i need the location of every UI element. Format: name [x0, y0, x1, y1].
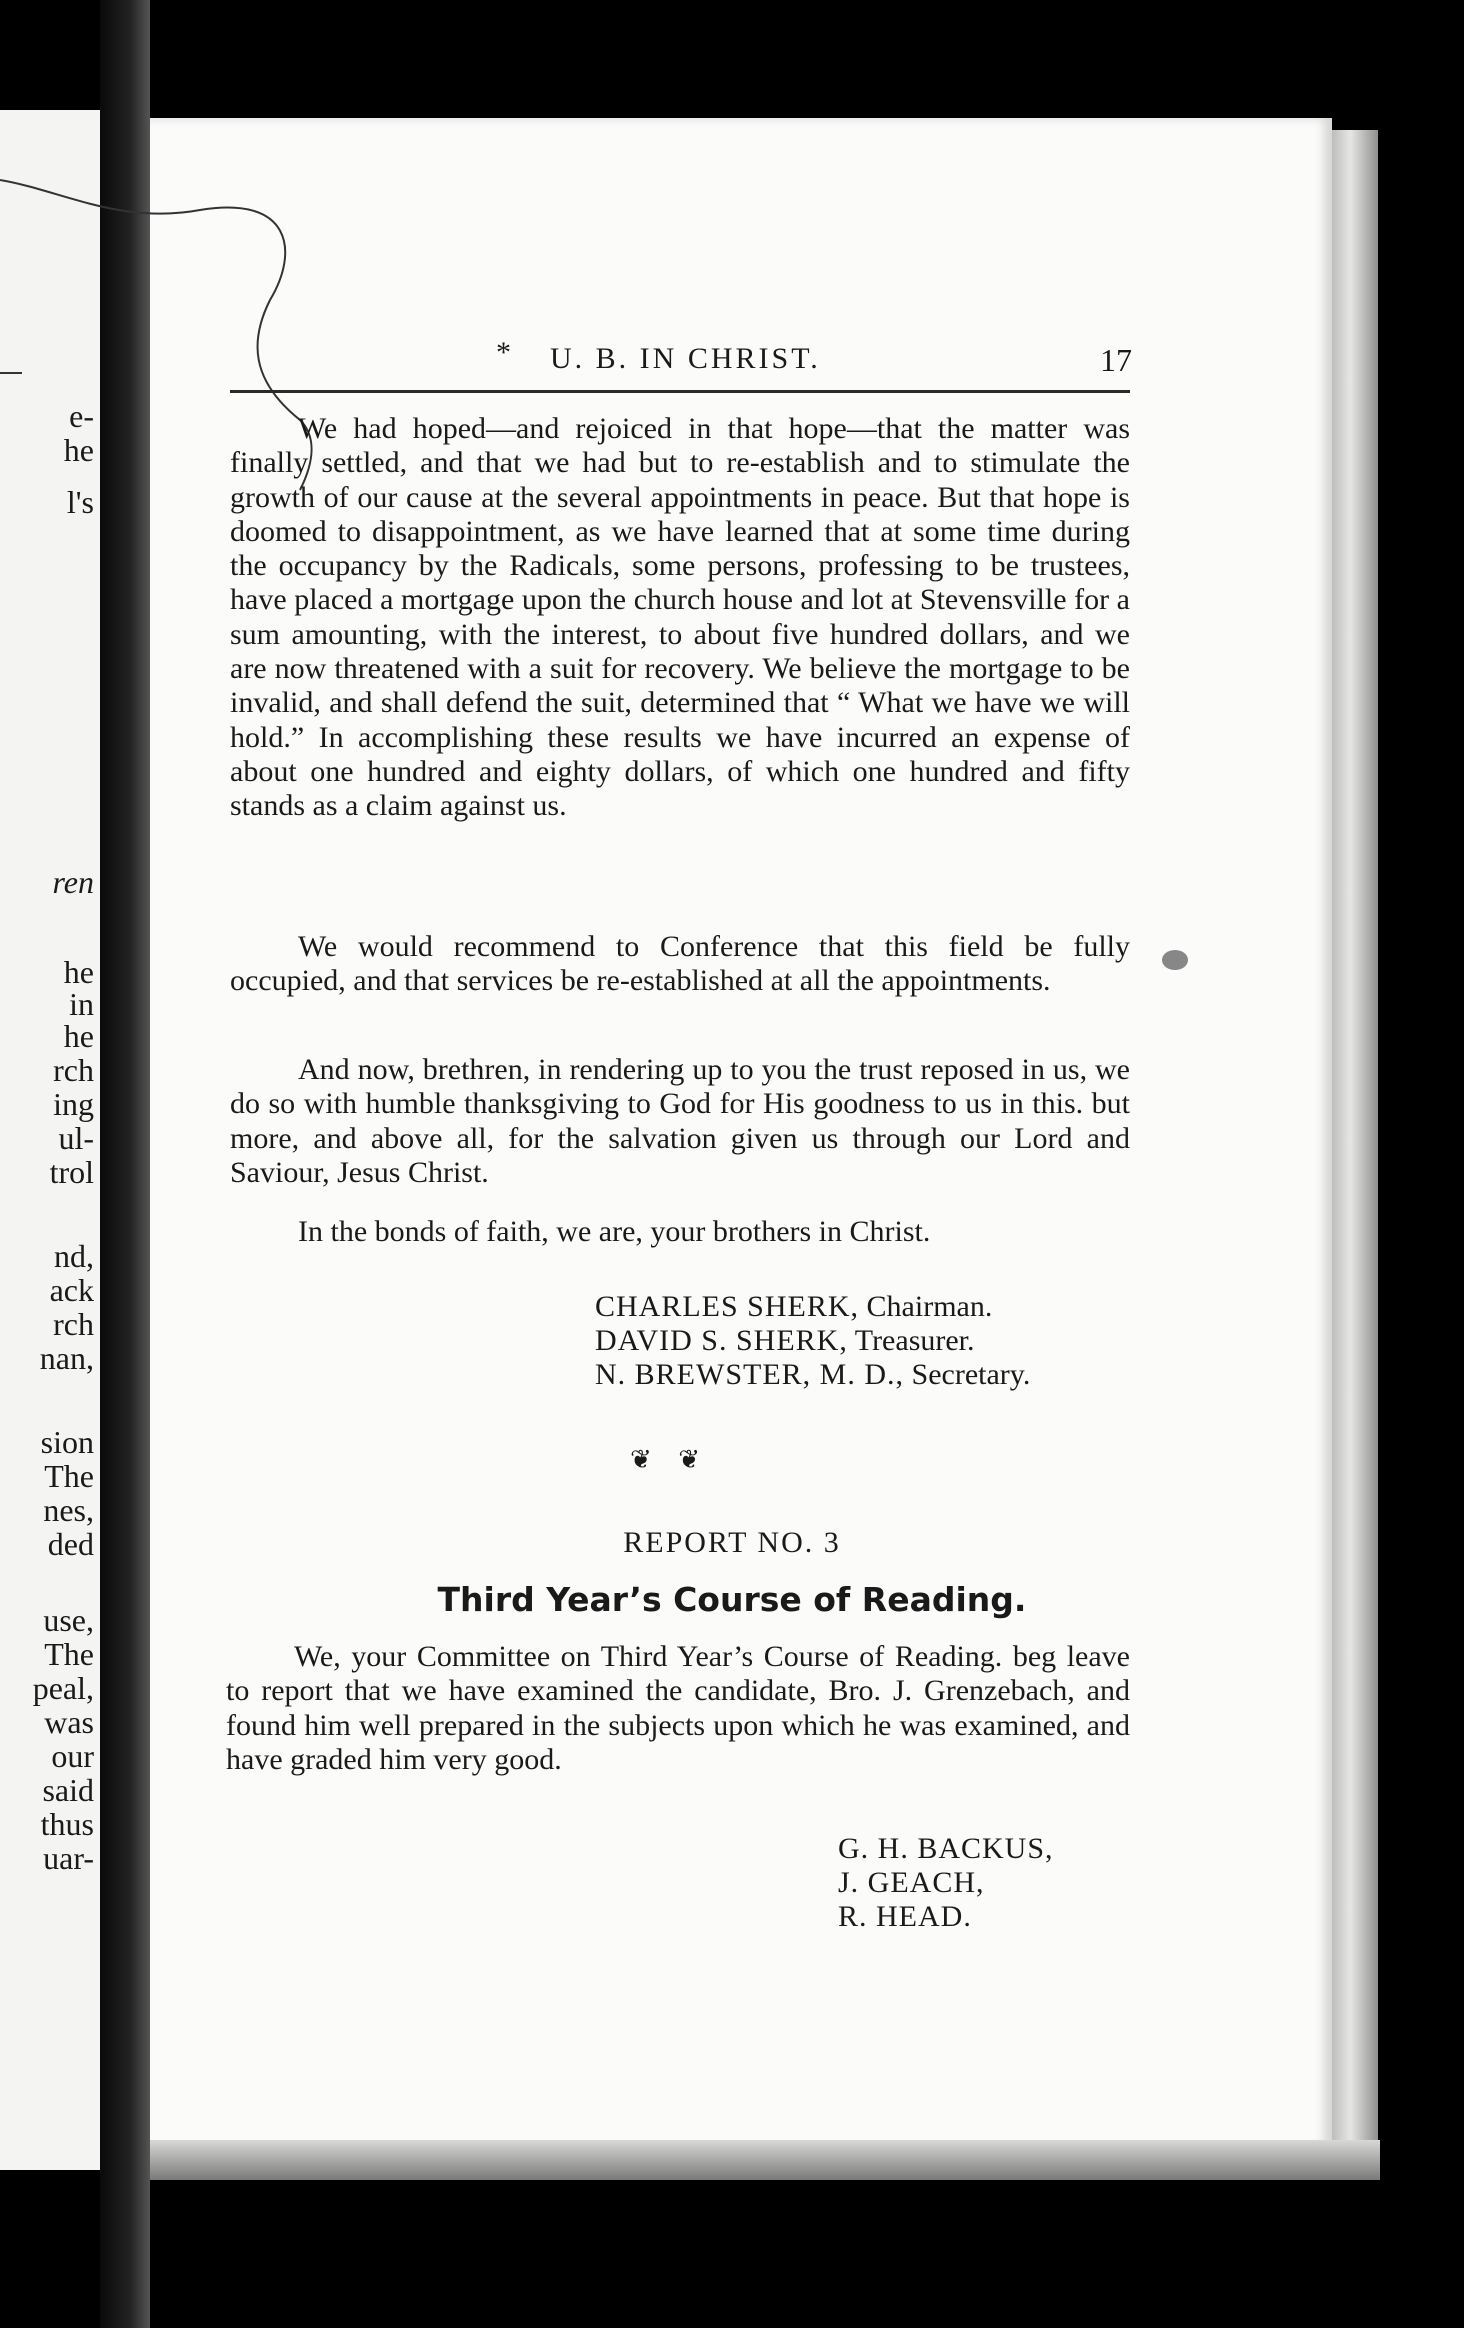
report-title: Third Year’s Course of Reading.: [437, 1580, 1027, 1619]
running-head-title: U. B. IN CHRIST.: [550, 342, 821, 375]
signatory: DAVID S. SHERK, Treasurer.: [595, 1324, 975, 1357]
left-fragment: l's: [66, 484, 94, 520]
left-fragment: rch: [53, 1052, 94, 1088]
left-fragment: nd,: [54, 1238, 94, 1274]
left-fragment: The: [44, 1636, 94, 1672]
signatory: CHARLES SHERK, Chairman.: [595, 1290, 993, 1323]
paragraph: And now, brethren, in rendering up to you the trust reposed in us, we do so with humble thanksgiving to God for His goodness to us in this. but more, and above all, for the salvation given us through our Lord and Saviour, Jesus Christ.: [230, 1053, 1130, 1189]
left-fragment: was: [44, 1704, 94, 1740]
signatory: J. GEACH,: [838, 1866, 985, 1899]
page-number: 17: [1100, 342, 1132, 378]
left-fragment: thus: [40, 1806, 94, 1842]
left-fragment: uar-: [43, 1840, 94, 1876]
signatory: G. H. BACKUS,: [838, 1832, 1054, 1865]
left-fragment: ack: [49, 1272, 94, 1308]
left-fragment: ing: [53, 1086, 94, 1122]
left-fragment: he: [63, 1018, 94, 1054]
left-fragment: rch: [53, 1306, 94, 1342]
report-number: REPORT NO. 3: [623, 1526, 841, 1559]
bottom-page-edges: [150, 2140, 1380, 2180]
running-head-asterisk: *: [496, 336, 511, 369]
left-fragment: he: [63, 954, 94, 990]
left-fragment: ren: [52, 864, 94, 900]
page-edges: [1332, 130, 1378, 2150]
left-fragment: ded: [47, 1526, 94, 1562]
closing-line: In the bonds of faith, we are, your brothers in Christ.: [298, 1215, 931, 1248]
left-fragment: nan,: [39, 1340, 94, 1376]
left-fragment: nes,: [43, 1492, 94, 1528]
fleuron-ornament: ❦ ❦: [630, 1445, 711, 1474]
left-fragment: ul-: [58, 1120, 94, 1156]
paragraph: We would recommend to Conference that this field be fully occupied, and that services be re-established at all the appointments.: [230, 930, 1130, 998]
committee-signature-block: [838, 1832, 1054, 1934]
left-fragment: our: [51, 1738, 94, 1774]
paragraph: We had hoped—and rejoiced in that hope—that the matter was finally settled, and that we had but to re-establish and to stimulate the growth of our cause at the several appointments in peace. But that hope is doomed to disappointment, as we have learned that at some time during the occupancy by the Radicals, some persons, professing to be trustees, have placed a mortgage upon the church house and lot at Stevensville for a sum amounting, with the interest, to about five hundred dollars, and we are now threatened with a suit for recovery. We believe the mortgage to be invalid, and shall defend the suit, determined that “ What we have we will hold.” In accomplishing these results we have incurred an expense of about one hundred and eighty dollars, of which one hundred and fifty stands as a claim against us.: [230, 412, 1130, 823]
signatory: R. HEAD.: [838, 1900, 972, 1933]
left-fragment: he: [63, 432, 94, 468]
left-fragment: said: [42, 1772, 94, 1808]
book-gutter: [100, 0, 150, 2328]
left-page-rule: [0, 372, 22, 374]
left-fragment: in: [69, 986, 94, 1022]
ink-smudge: [1162, 950, 1188, 970]
signature-block: [595, 1290, 1030, 1392]
facing-page-fragment: [0, 110, 100, 2170]
left-fragment: e-: [69, 398, 94, 434]
left-fragment: peal,: [32, 1670, 94, 1706]
left-fragment: The: [44, 1458, 94, 1494]
report-paragraph: We, your Committee on Third Year’s Course of Reading. beg leave to report that we have examined the candidate, Bro. J. Grenzebach, and found him well prepared in the subjects upon which he was examined, and have graded him very good.: [226, 1640, 1130, 1776]
signatory: N. BREWSTER, M. D., Secretary.: [595, 1358, 1031, 1391]
header-rule: [230, 390, 1130, 393]
left-fragment: trol: [49, 1154, 94, 1190]
left-fragment: use,: [43, 1602, 94, 1638]
left-fragment: sion: [40, 1424, 94, 1460]
